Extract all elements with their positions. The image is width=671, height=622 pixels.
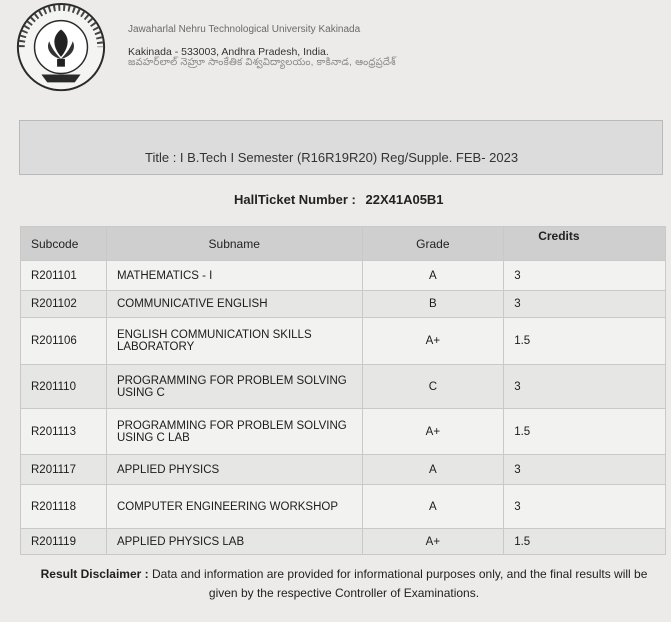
university-address: Kakinada - 533003, Andhra Pradesh, India.: [128, 46, 329, 58]
table-row: [21, 261, 666, 291]
credits-cell: 3: [504, 365, 666, 409]
subcode-cell: R201113: [21, 409, 107, 455]
university-name-telugu: జవహర్‌లాల్ నెహ్రూ సాంకేతిక విశ్వవిద్యాలయం, కాకినాడ, ఆంధ్రప్రదేశ్: [128, 57, 396, 68]
header-grade: Grade: [362, 227, 504, 261]
grade-cell: A: [362, 455, 504, 485]
grade-cell: C: [362, 365, 504, 409]
title-box: [19, 120, 663, 175]
subcode-cell: R201101: [21, 261, 107, 291]
subname-cell: MATHEMATICS - I: [106, 261, 362, 291]
result-disclaimer: [34, 565, 654, 603]
credits-cell: 1.5: [504, 529, 666, 555]
credits-cell: 3: [504, 455, 666, 485]
hallticket-label: HallTicket Number :: [234, 192, 356, 207]
credits-cell: 3: [504, 485, 666, 529]
subname-cell: COMPUTER ENGINEERING WORKSHOP: [106, 485, 362, 529]
grade-cell: B: [362, 291, 504, 318]
grade-cell: A+: [362, 318, 504, 365]
grade-cell: A: [362, 485, 504, 529]
table-row: [21, 455, 666, 485]
subcode-cell: R201119: [21, 529, 107, 555]
hallticket-value: 22X41A05B1: [365, 192, 444, 207]
results-table: [20, 226, 666, 555]
subname-cell: PROGRAMMING FOR PROBLEM SOLVING USING C LAB: [106, 409, 362, 455]
subname-cell: PROGRAMMING FOR PROBLEM SOLVING USING C: [106, 365, 362, 409]
credits-cell: 3: [504, 291, 666, 318]
hallticket: [234, 192, 444, 207]
subname-cell: APPLIED PHYSICS LAB: [106, 529, 362, 555]
disclaimer-label: Result Disclaimer :: [40, 567, 149, 581]
university-logo-icon: [12, 2, 110, 100]
subname-cell: APPLIED PHYSICS: [106, 455, 362, 485]
table-row: [21, 318, 666, 365]
header-credits: Credits: [504, 227, 666, 261]
subcode-cell: R201110: [21, 365, 107, 409]
header-subcode: Subcode: [21, 227, 107, 261]
credits-cell: 1.5: [504, 318, 666, 365]
grade-cell: A+: [362, 529, 504, 555]
table-row: [21, 365, 666, 409]
exam-title: Title : I B.Tech I Semester (R16R19R20) Reg/Supple. FEB- 2023: [145, 150, 519, 165]
grade-cell: A+: [362, 409, 504, 455]
subname-cell: ENGLISH COMMUNICATION SKILLS LABORATORY: [106, 318, 362, 365]
university-name: Jawaharlal Nehru Technological University Kakinada: [128, 24, 361, 35]
subname-cell: COMMUNICATIVE ENGLISH: [106, 291, 362, 318]
subcode-cell: R201106: [21, 318, 107, 365]
credits-cell: 1.5: [504, 409, 666, 455]
subcode-cell: R201117: [21, 455, 107, 485]
table-row: [21, 409, 666, 455]
disclaimer-text: Data and information are provided for informational purposes only, and the final results will be given by the respective Controller of Examinations.: [152, 567, 648, 600]
table-row: [21, 529, 666, 555]
table-row: [21, 485, 666, 529]
credits-cell: 3: [504, 261, 666, 291]
subcode-cell: R201118: [21, 485, 107, 529]
subcode-cell: R201102: [21, 291, 107, 318]
table-header-row: [21, 227, 666, 261]
grade-cell: A: [362, 261, 504, 291]
header-subname: Subname: [106, 227, 362, 261]
table-row: [21, 291, 666, 318]
